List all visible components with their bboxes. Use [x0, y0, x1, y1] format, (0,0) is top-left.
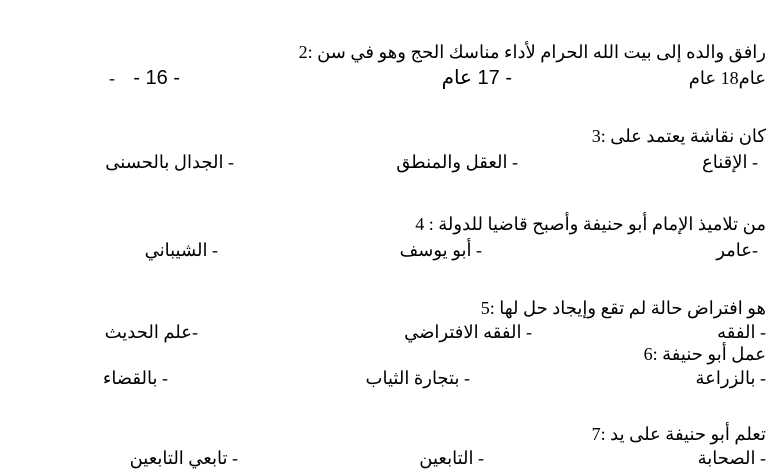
- question-3-option-1: - الإقناع: [701, 152, 758, 172]
- question-2-option-2: - 17 عام: [441, 67, 512, 89]
- question-6-option-3: - بالقضاء: [102, 368, 168, 388]
- question-3-options-row: [0, 150, 780, 176]
- question-7-options-row: [0, 446, 780, 472]
- question-2-option-4: -: [109, 68, 115, 88]
- question-5-option-1: - الفقه: [717, 322, 766, 342]
- question-4-stem: من تلاميذ الإمام أبو حنيفة وأصبح قاضيا للدولة : 4: [415, 214, 766, 234]
- question-7-option-2: - التابعين: [419, 448, 484, 468]
- question-2-option-1: عام18 عام: [688, 68, 766, 88]
- question-5-stem-row: [0, 296, 780, 322]
- question-3-option-2: - العقل والمنطق: [396, 152, 518, 172]
- question-3-stem-row: [0, 124, 780, 150]
- question-5-stem: هو افتراض حالة لم تقع وإيجاد حل لها :5: [480, 298, 766, 318]
- question-4-option-1: -عامر: [716, 240, 758, 260]
- question-3-option-3: - الجدال بالحسنى: [105, 152, 234, 172]
- question-4-stem-row: [0, 212, 780, 238]
- question-2-option-3: - 16 -: [133, 67, 180, 89]
- question-4-option-3: - الشيباني: [144, 240, 218, 260]
- question-6-options-row: [0, 366, 780, 392]
- question-5-option-2: - الفقه الافتراضي: [404, 322, 532, 342]
- question-6-option-2: - بتجارة الثياب: [365, 368, 470, 388]
- question-3-stem: كان نقاشة يعتمد على :3: [591, 126, 766, 146]
- question-7-stem-row: [0, 422, 780, 448]
- question-6-stem-row: [0, 342, 780, 368]
- question-2-stem: رافق والده إلى بيت الله الحرام لأداء مناسك الحج وهو في سن :2: [298, 42, 766, 62]
- question-6-option-1: - بالزراعة: [695, 368, 766, 388]
- question-2-stem-row: [0, 40, 780, 66]
- question-4-options-row: [0, 238, 780, 264]
- question-5-option-3: -علم الحديث: [104, 322, 198, 342]
- question-2-options-row: [0, 66, 780, 92]
- question-6-stem: عمل أبو حنيفة :6: [643, 344, 766, 364]
- question-7-stem: تعلم أبو حنيفة على يد :7: [591, 424, 766, 444]
- question-7-option-1: - الصحابة: [697, 448, 766, 468]
- question-7-option-3: - تابعي التابعين: [129, 448, 238, 468]
- question-4-option-2: - أبو يوسف: [399, 240, 482, 260]
